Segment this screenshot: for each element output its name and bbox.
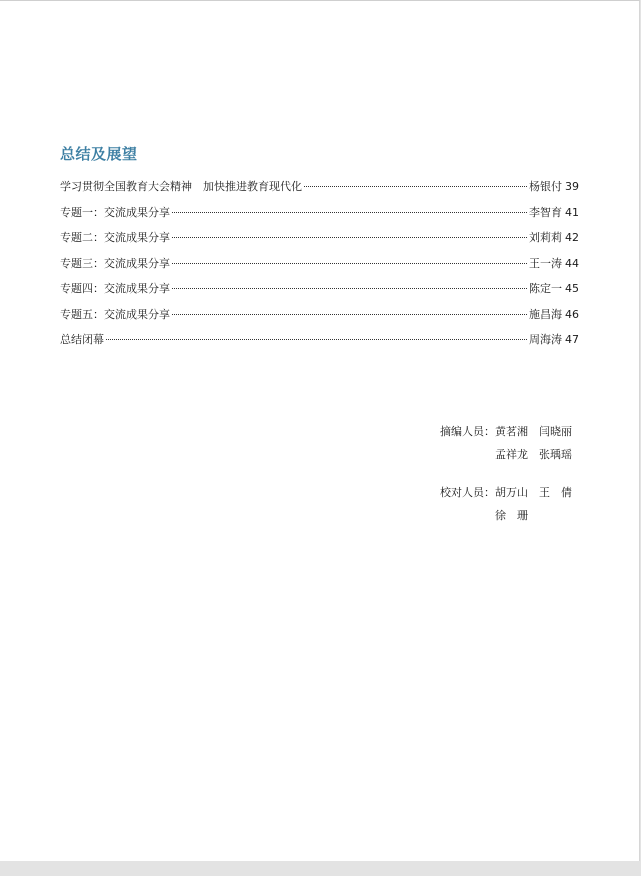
compilers-block <box>440 424 572 470</box>
toc-entry[interactable] <box>60 179 579 205</box>
toc-entry[interactable] <box>60 307 579 333</box>
toc-entry-title: 专题五：交流成果分享 <box>60 307 170 321</box>
proofreaders-names: 胡万山 王 倩 <box>495 486 572 499</box>
toc-entry-title: 专题四：交流成果分享 <box>60 282 170 295</box>
toc-entry-page: 46 <box>565 307 579 321</box>
toc-entry-author: 陈定一 <box>529 282 562 295</box>
toc-leader-dots <box>172 212 527 213</box>
toc-entry-page: 45 <box>565 282 579 295</box>
section-title: 总结及展望 <box>60 145 138 163</box>
compilers-names: 孟祥龙 张瑀瑶 <box>495 448 572 461</box>
toc-entry-author: 施昌海 <box>529 307 562 321</box>
proofreaders-names: 徐 珊 <box>495 509 528 522</box>
toc-entry-title: 学习贯彻全国教育大会精神 加快推进教育现代化 <box>60 180 302 193</box>
toc-entry-title: 专题三：交流成果分享 <box>60 256 170 270</box>
toc-entry-page: 44 <box>565 256 579 270</box>
toc-entry-page: 41 <box>565 205 579 219</box>
toc-entry-author: 周海涛 <box>529 333 562 346</box>
toc-entry-author: 李智育 <box>529 205 562 219</box>
toc-entry-author: 王一涛 <box>529 256 562 270</box>
toc-entry-author: 杨银付 <box>529 180 562 193</box>
compilers-label: 摘编人员： <box>440 425 495 438</box>
compilers-names: 黄茗湘 闫晓丽 <box>495 425 572 438</box>
toc-entry-page: 47 <box>565 333 579 346</box>
toc-entry-page: 39 <box>565 180 579 193</box>
toc-leader-dots <box>172 263 527 264</box>
viewer-bottom-strip <box>0 861 641 876</box>
toc-entry-page: 42 <box>565 231 579 244</box>
toc-leader-dots <box>304 186 527 187</box>
proofreaders-block <box>440 485 572 531</box>
toc-entry[interactable] <box>60 205 579 231</box>
toc-entry[interactable] <box>60 230 579 256</box>
toc-leader-dots <box>106 339 527 340</box>
proofreaders-label: 校对人员： <box>440 486 495 499</box>
toc-leader-dots <box>172 237 527 238</box>
toc-entry-title: 专题二：交流成果分享 <box>60 231 170 244</box>
toc-entry-author: 刘莉莉 <box>529 231 562 244</box>
toc-entry[interactable] <box>60 281 579 307</box>
toc-entry-title: 专题一：交流成果分享 <box>60 205 170 219</box>
toc-leader-dots <box>172 314 527 315</box>
table-of-contents <box>60 179 579 358</box>
toc-entry-title: 总结闭幕 <box>60 333 104 346</box>
toc-entry[interactable] <box>60 256 579 282</box>
toc-entry[interactable] <box>60 332 579 358</box>
toc-leader-dots <box>172 288 527 289</box>
